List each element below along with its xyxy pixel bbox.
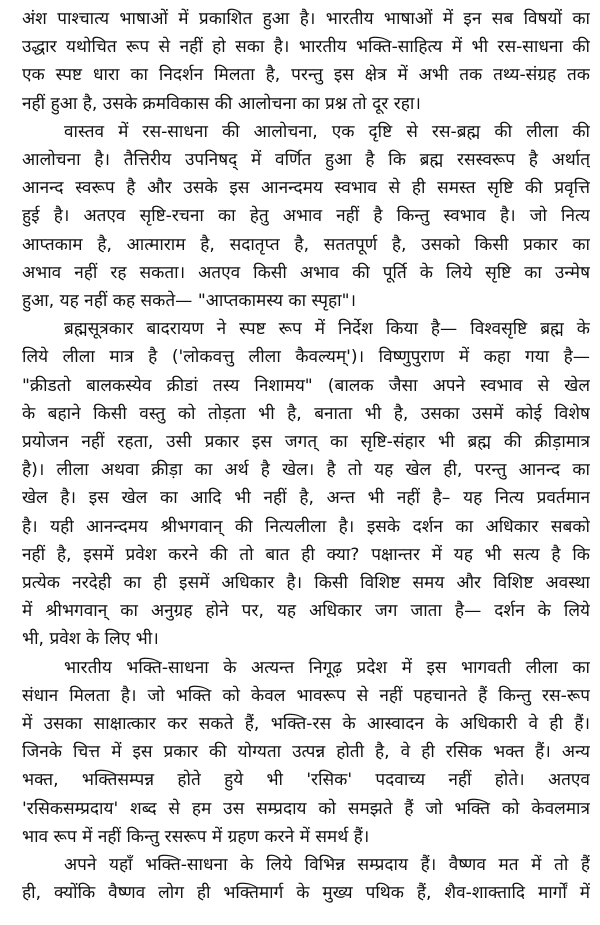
text-line: अभाव नहीं रह सकता। अतएव किसी अभाव की पूर्ति के लिये सृष्टि का उन्मेष xyxy=(22,262,590,283)
text-line: प्रत्येक नरदेही का ही इसमें अधिकार है। किसी विशिष्ट समय और विशिष्ट अवस्था xyxy=(22,573,590,594)
text-line: आनन्द स्वरूप है और उसके इस आनन्दमय स्वभाव से ही समस्त सृष्टि की प्रवृत्ति xyxy=(22,178,590,199)
paragraph xyxy=(22,654,590,851)
text-line: नहीं हुआ है, उसके क्रमविकास की आलोचना का प्रश्न तो दूर रहा। xyxy=(22,93,421,114)
text-line: "क्रीडतो बालकस्येव क्रीडां तस्य निशामय" (बालक जैसा अपने स्वभाव से खेल xyxy=(22,375,590,396)
text-line: में श्रीभगवान् का अनुग्रह होने पर, यह अधिकार जग जाता है— दर्शन के लिये xyxy=(22,601,590,622)
text-line: भक्त, भक्तिसम्पन्न होते हुये भी 'रसिक' पदवाच्य नहीं होते। अतएव xyxy=(22,770,590,791)
paragraph xyxy=(22,315,590,653)
paragraph xyxy=(22,5,590,118)
text-line: ही, क्योंकि वैष्णव लोग ही भक्तिमार्ग के मुख्य पथिक हैं, शैव-शाक्तादि मार्गों में xyxy=(22,883,590,904)
text-line: भी, प्रवेश के लिए भी। xyxy=(22,629,159,650)
text-line: लिये लीला मात्र है ('लोकवत्तु लीला कैवल्यम्')। विष्णुपुराण में कहा गया है— xyxy=(22,347,590,368)
text-line: अंश पाश्चात्य भाषाओं में प्रकाशित हुआ है। भारतीय भाषाओं में इन सब विषयों का xyxy=(22,9,590,29)
paragraph xyxy=(22,118,590,315)
text-line: हुई है। अतएव सृष्टि-रचना का हेतु अभाव नहीं है किन्तु स्वभाव है। जो नित्य xyxy=(22,206,590,227)
text-line: है। यही आनन्दमय श्रीभगवान् की नित्यलीला है। इसके दर्शन का अधिकार सबको xyxy=(22,516,590,537)
text-line: संधान मिलता है। जो भक्ति को केवल भावरूप से नहीं पहचानते हैं किन्तु रस-रूप xyxy=(22,685,590,706)
text-line: आप्तकाम है, आत्माराम है, सदातृप्त है, सततपूर्ण है, उसको किसी प्रकार का xyxy=(22,234,590,255)
text-line: ब्रह्मसूत्रकार बादरायण ने स्पष्ट रूप में निर्देश किया है— विश्वसृष्टि ब्रह्म के xyxy=(64,319,590,340)
text-line: वास्तव में रस-साधना की आलोचना, एक दृष्टि से रस-ब्रह्म की लीला की xyxy=(64,121,590,142)
text-line: प्रयोजन नहीं रहता, उसी प्रकार इस जगत् का सृष्टि-संहार भी ब्रह्म की क्रीड़ामात्र xyxy=(22,432,590,453)
text-line: में उसका साक्षात्कार कर सकते हैं, भक्ति-रस के आस्वादन के अधिकारी वे ही हैं। xyxy=(22,714,590,735)
text-line: जिनके चित्त में इस प्रकार की योग्यता उत्पन्न होती है, वे ही रसिक भक्त हैं। अन्य xyxy=(22,742,590,763)
text-line: है)। लीला अथवा क्रीड़ा का अर्थ है खेल। है तो यह खेल ही, परन्तु आनन्द का xyxy=(22,460,590,481)
text-line: नहीं है, इसमें प्रवेश करने की तो बात ही क्या? पक्षान्तर में यह भी सत्य है कि xyxy=(22,544,590,565)
text-line: एक स्पष्ट धारा का निदर्शन मिलता है, परन्तु इस क्षेत्र में अभी तक तथ्य-संग्रह तक xyxy=(22,65,590,86)
text-line: हुआ, यह नहीं कह सकते— "आप्तकामस्य का स्पृहा"। xyxy=(22,291,356,312)
text-line: भारतीय भक्ति-साधना के अत्यन्त निगूढ़ प्रदेश में इस भागवती लीला का xyxy=(64,657,590,678)
text-line: अपने यहाँ भक्ति-साधना के लिये विभिन्न सम्प्रदाय हैं। वैष्णव मत में तो हैं xyxy=(64,855,590,876)
text-line: भाव रूप में नहीं किन्तु रसरूप में ग्रहण करने में समर्थ हैं। xyxy=(22,826,370,847)
text-line: खेल है। इस खेल का आदि भी नहीं है, अन्त भी नहीं है– यह नित्य प्रवर्तमान xyxy=(22,488,590,509)
text-line: आलोचना है। तैत्तिरीय उपनिषद् में वर्णित हुआ है कि ब्रह्म रसस्वरूप है अर्थात् xyxy=(22,150,590,171)
paragraph xyxy=(22,851,590,907)
text-line: 'रसिकसम्प्रदाय' शब्द से हम उस सम्प्रदाय को समझते हैं जो भक्ति को केवलमात्र xyxy=(22,798,590,819)
text-line: के बहाने किसी वस्तु को तोड़ता भी है, बनाता भी है, उसका उसमें कोई विशेष xyxy=(22,403,590,424)
text-line: उद्धार यथोचित रूप से नहीं हो सका है। भारतीय भक्ति-साहित्य में भी रस-साधना की xyxy=(22,37,590,58)
